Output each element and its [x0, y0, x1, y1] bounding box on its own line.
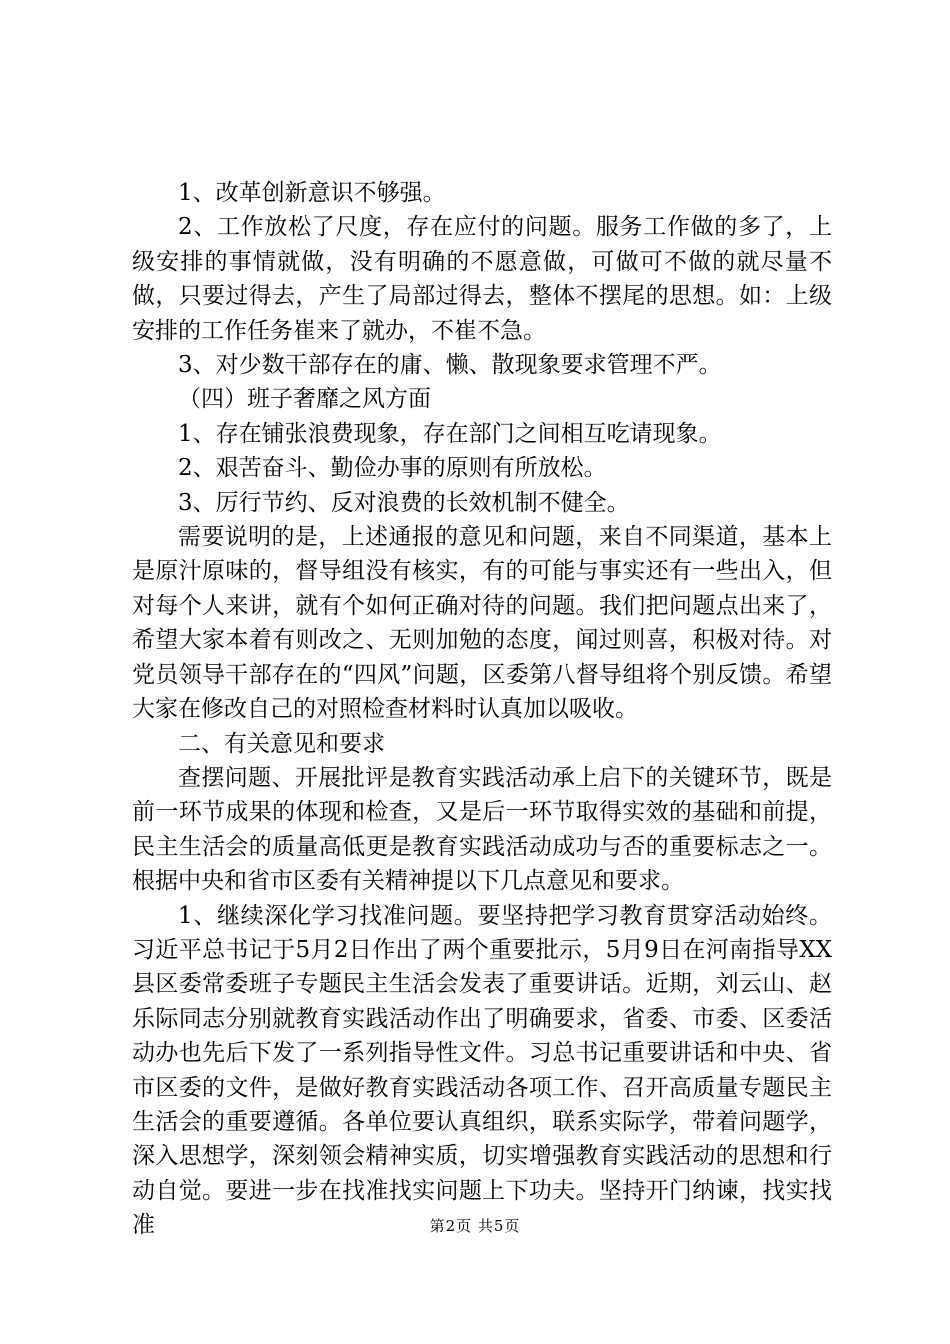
paragraph-item-1: 1、改革创新意识不够强。: [178, 180, 446, 206]
paragraph-note: 需要说明的是，上述通报的意见和问题，来自不同渠道，基本上是原汁原味的，督导组没有核实，有的可能与事实还有一些出入，但对每个人来讲，就有个如何正确对待的问题。我们把问题点出来了，希望大家本着有则改之、无则加勉的态度，闻过则喜，积极对待。对党员领导干部存在的“四风”问题，区委第八督导组将个别反馈。希望大家在修改自己的对照检查材料时认真加以吸收。: [132, 524, 832, 723]
paragraph-intro: 查摆问题、开展批评是教育实践活动承上启下的关键环节，既是前一环节成果的体现和检查，又是后一环节取得实效的基础和前提，民主生活会的质量高低更是教育实践活动成功与否的重要标志之一。根据中央和省市区委有关精神提以下几点意见和要求。: [132, 764, 832, 895]
page-number-footer: 第2页 共5页: [429, 1217, 521, 1235]
paragraph-item-5: 1、存在铺张浪费现象，存在部门之间相互吃请现象。: [178, 420, 722, 447]
paragraph-item-3: 3、对少数干部存在的庸、懒、散现象要求管理不严。: [178, 352, 722, 379]
paragraph-item-2: 2、工作放松了尺度，存在应付的问题。服务工作做的多了，上级安排的事情就做，没有明确的不愿意做，可做可不做的就尽量不做，只要过得去，产生了局部过得去，整体不摆尾的思想。如：上级安排的工作任务崔来了就办，不崔不急。: [132, 214, 832, 344]
paragraph-item-6: 2、艰苦奋斗、勤俭办事的原则有所放松。: [178, 455, 607, 482]
section-heading-2: 二、有关意见和要求: [178, 730, 385, 757]
paragraph-requirement-1: 1、继续深化学习找准问题。要坚持把学习教育贯穿活动始终。习近平总书记于5月2日作出了两个重要批示，5月9日在河南指导XX县区委常委班子专题民主生活会发表了重要讲话。近期，刘云山、赵乐际同志分别就教育实践活动作出了明确要求，省委、市委、区委活动办也先后下发了一系列指导性文件。习总书记重要讲话和中央、省市区委的文件，是做好教育实践活动各项工作、召开高质量专题民主生活会的重要遵循。各单位要认真组织，联系实际学，带着问题学，深入思想学，深刻领会精神实质，切实增强教育实践活动的思想和行动自觉。要进一步在找准找实问题上下功夫。坚持开门纳谏，找实找准: [132, 902, 832, 1239]
section-heading-4: （四）班子奢靡之风方面: [178, 386, 431, 413]
document-body: [132, 176, 832, 1243]
paragraph-item-7: 3、厉行节约、反对浪费的长效机制不健全。: [178, 489, 630, 516]
